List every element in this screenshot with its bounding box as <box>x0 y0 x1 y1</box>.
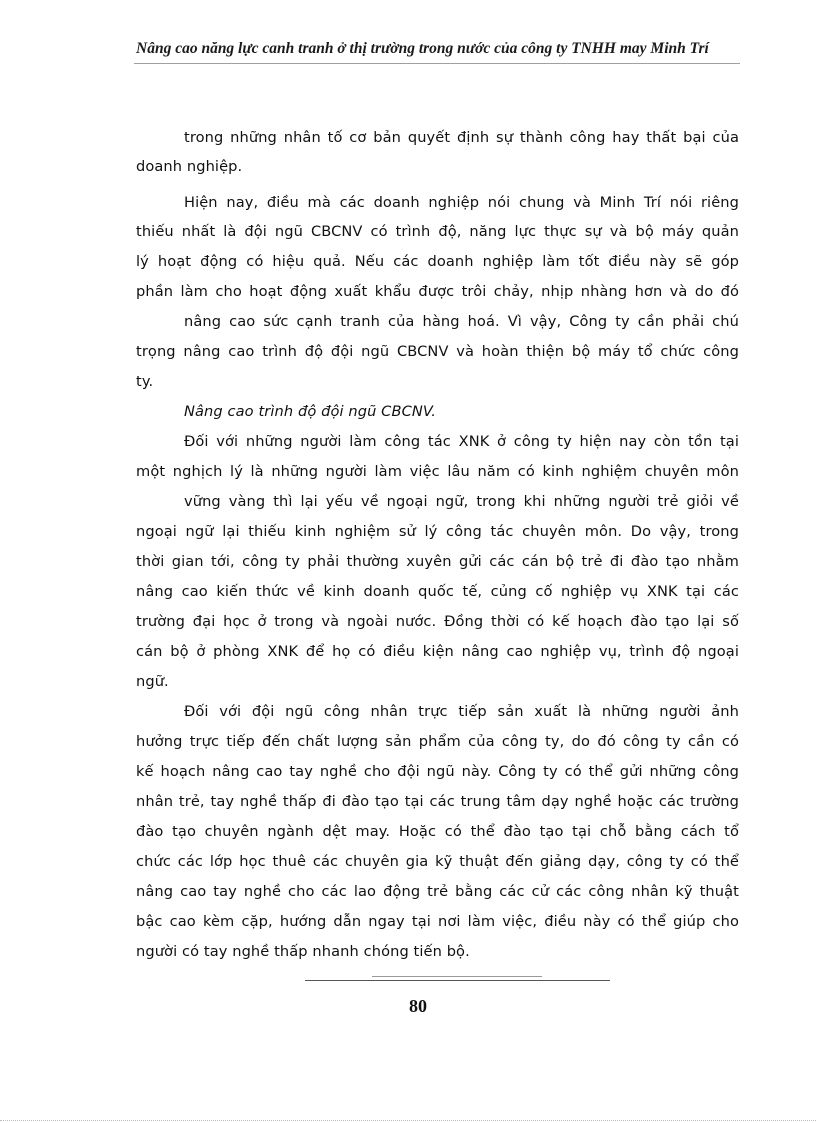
text-line: ty. <box>136 373 154 390</box>
text-line: nhân trẻ, tay nghề thấp đi đào tạo tại các trung tâm dạy nghề hoặc các trường <box>136 793 739 810</box>
footer-rule-top <box>372 976 542 977</box>
text-line: trọng nâng cao trình độ đội ngũ CBCNV và hoàn thiện bộ máy tổ chức công <box>136 343 739 360</box>
text-line: ngoại ngữ lại thiếu kinh nghiệm sử lý công tác chuyên môn. Do vậy, trong <box>136 523 739 540</box>
page-bottom-border <box>0 1120 816 1122</box>
text-line: trường đại học ở trong và ngoài nước. Đồng thời có kế hoạch đào tạo lại số <box>136 613 739 630</box>
text-line: cán bộ ở phòng XNK để họ có điều kiện nâng cao nghiệp vụ, trình độ ngoại <box>136 643 739 660</box>
text-line: vững vàng thì lại yếu về ngoại ngữ, trong khi những người trẻ giỏi về <box>184 493 739 510</box>
text-line: doanh nghiệp. <box>136 158 243 175</box>
text-line: phần làm cho hoạt động xuất khẩu được trôi chảy, nhịp nhàng hơn và do đó <box>136 283 739 300</box>
text-line: kế hoạch nâng cao tay nghề cho đội ngũ này. Công ty có thể gửi những công <box>136 763 739 780</box>
text-line: lý hoạt động có hiệu quả. Nếu các doanh nghiệp làm tốt điều này sẽ góp <box>136 253 739 270</box>
text-line: thời gian tới, công ty phải thường xuyên gửi các cán bộ trẻ đi đào tạo nhằm <box>136 553 739 570</box>
text-line: đào tạo chuyên ngành dệt may. Hoặc có thể đào tạo tại chỗ bằng cách tổ <box>136 823 739 840</box>
text-line: một nghịch lý là những người làm việc lâu năm có kinh nghiệm chuyên môn <box>136 463 739 480</box>
text-line: Đối với đội ngũ công nhân trực tiếp sản xuất là những người ảnh <box>184 703 739 720</box>
text-line: chức các lớp học thuê các chuyên gia kỹ thuật đến giảng dạy, công ty có thể <box>136 853 739 870</box>
text-line: ngữ. <box>136 673 169 690</box>
text-line: nâng cao kiến thức về kinh doanh quốc tế, củng cố nghiệp vụ XNK tại các <box>136 583 739 600</box>
footer-rule <box>305 980 610 981</box>
text-line: Hiện nay, điều mà các doanh nghiệp nói chung và Minh Trí nói riêng <box>184 194 739 211</box>
text-line: thiếu nhất là đội ngũ CBCNV có trình độ, năng lực thực sự và bộ máy quản <box>136 223 739 240</box>
page-number: 80 <box>409 996 427 1016</box>
text-line: bậc cao kèm cặp, hướng dẫn ngay tại nơi làm việc, điều này có thể giúp cho <box>136 913 739 930</box>
text-line: người có tay nghề thấp nhanh chóng tiến bộ. <box>136 943 470 960</box>
text-line: Đối với những người làm công tác XNK ở công ty hiện nay còn tồn tại <box>184 433 739 450</box>
header-rule <box>134 63 740 64</box>
running-header: Nâng cao năng lực canh tranh ở thị trường trong nước của công ty TNHH may Minh Trí <box>136 40 709 57</box>
text-line: nâng cao tay nghề cho các lao động trẻ bằng các cử các công nhân kỹ thuật <box>136 883 739 900</box>
text-line: hưởng trực tiếp đến chất lượng sản phẩm của công ty, do đó công ty cần có <box>136 733 739 750</box>
text-line: trong những nhân tố cơ bản quyết định sự thành công hay thất bại của <box>184 129 739 146</box>
section-heading: Nâng cao trình độ đội ngũ CBCNV. <box>184 403 437 420</box>
text-line: nâng cao sức cạnh tranh của hàng hoá. Vì vậy, Công ty cần phải chú <box>184 313 739 330</box>
